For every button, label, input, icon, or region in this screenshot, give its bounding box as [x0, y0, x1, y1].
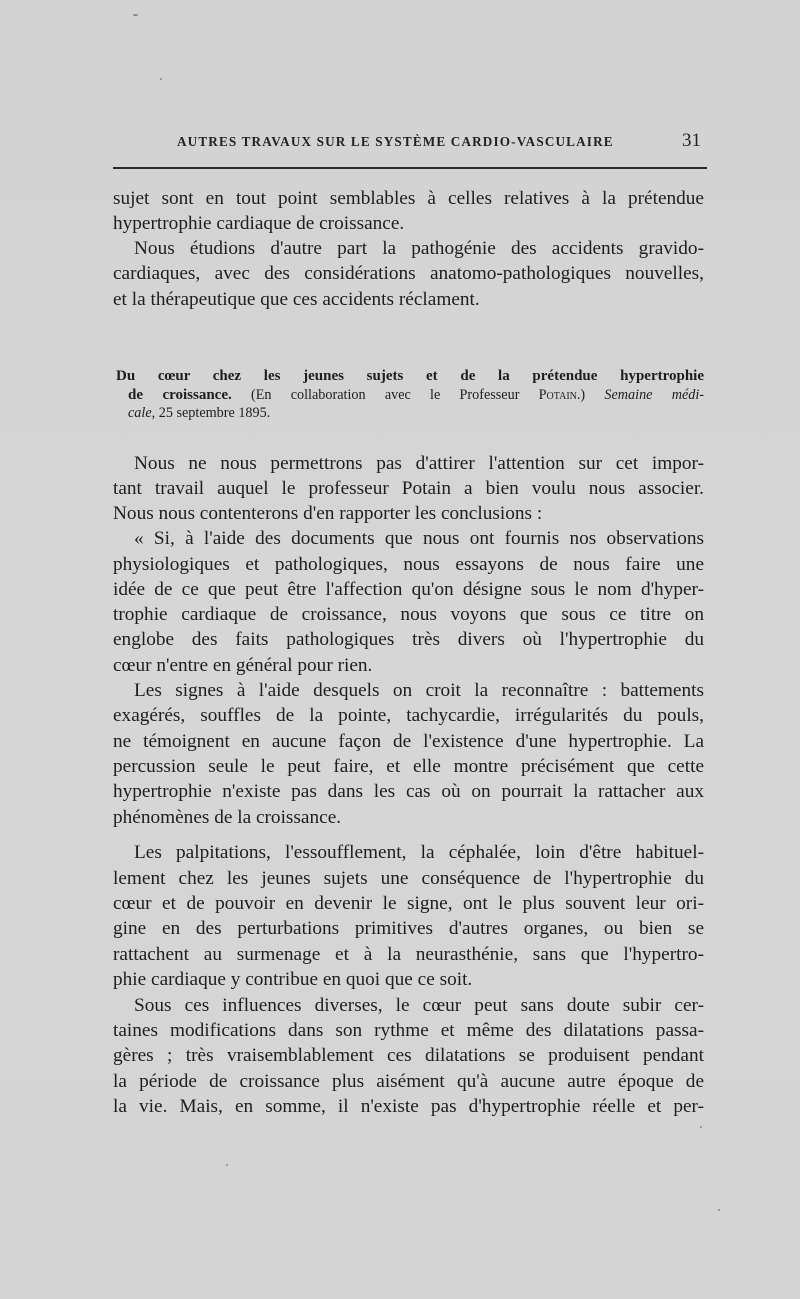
text-line: Sous ces influences diverses, le cœur peut sans doute subir cer- [134, 995, 704, 1016]
text-line: sujet sont en tout point semblables à celles relatives à la prétendue [113, 188, 704, 209]
paper-speck [133, 14, 138, 16]
text-line: exagérés, souffles de la pointe, tachycardie, irrégularités du pouls, [113, 705, 704, 726]
text-line: lement chez les jeunes sujets une conséquence de l'hypertrophie du [113, 868, 704, 889]
reference-title-line [116, 367, 704, 386]
text-line: gine en des perturbations primitives d'autres organes, ou bien se [113, 918, 704, 939]
text-line: taines modifications dans son rythme et même des dilatations passa- [113, 1020, 704, 1041]
reference-collab-suffix: .) [576, 387, 605, 403]
reference-collab-prefix: (En collaboration avec le Professeur [231, 387, 539, 403]
text-line: cœur n'entre en général pour rien. [113, 655, 373, 676]
text-line: physiologiques et pathologiques, nous essayons de nous faire une [113, 554, 704, 575]
text-line: idée de ce que peut être l'affection qu'on désigne sous le nom d'hyper- [113, 579, 704, 600]
paper-speck [226, 1164, 228, 1166]
running-title: AUTRES TRAVAUX SUR LE SYSTÈME CARDIO-VASCULAIRE [177, 134, 614, 149]
text-line: englobe des faits pathologiques très divers où l'hypertrophie du [113, 629, 704, 650]
reference-title: Du cœur chez les jeunes sujets et de la prétendue hypertrophie [116, 368, 704, 384]
text-line: Nous nous contenterons d'en rapporter les conclusions : [113, 503, 543, 524]
text-line: Nous ne nous permettrons pas d'attirer l'attention sur cet impor- [134, 453, 704, 474]
reference-collab-name: Potain [538, 387, 577, 403]
text-line: la période de croissance plus aisément qu'à aucune autre époque de [113, 1071, 704, 1092]
text-line: rattachent au surmenage et à la neurasthénie, sans que l'hypertro- [113, 944, 704, 965]
text-line: et la thérapeutique que ces accidents réclament. [113, 289, 480, 310]
text-line: phénomènes de la croissance. [113, 807, 342, 828]
text-line: cœur et de pouvoir en devenir le signe, ont le plus souvent leur ori- [113, 893, 704, 914]
header-rule [113, 167, 707, 169]
text-line: tant travail auquel le professeur Potain a bien voulu nous associer. [113, 478, 704, 499]
reference-journal-cont: cale [128, 405, 152, 421]
paper-speck [718, 1209, 720, 1211]
text-line: hypertrophie n'existe pas dans les cas où on pourrait la rattacher aux [113, 781, 704, 802]
text-line: hypertrophie cardiaque de croissance. [113, 213, 405, 234]
reference-title-cont: de croissance. [128, 387, 232, 403]
page-number: 31 [682, 130, 701, 151]
text-line: « Si, à l'aide des documents que nous ont fournis nos observations [134, 528, 704, 549]
reference-line [128, 386, 704, 405]
reference-journal: Semaine médi- [604, 387, 704, 403]
paper-speck [700, 1126, 702, 1128]
page-header [113, 130, 707, 156]
text-line: gères ; très vraisemblablement ces dilatations se produisent pendant [113, 1045, 704, 1066]
text-line: phie cardiaque y contribue en quoi que ce soit. [113, 969, 473, 990]
reference-line [128, 404, 704, 423]
text-line: trophie cardiaque de croissance, nous voyons que sous ce titre on [113, 604, 704, 625]
reference-date: , 25 septembre 1895. [151, 405, 271, 421]
text-line: Nous étudions d'autre part la pathogénie des accidents gravido- [134, 238, 704, 259]
paper-speck [160, 78, 162, 80]
text-line: ne témoignent en aucune façon de l'existence d'une hypertrophie. La [113, 731, 704, 752]
text-line: percussion seule le peut faire, et elle montre précisément que cette [113, 756, 704, 777]
text-line: la vie. Mais, en somme, il n'existe pas d'hypertrophie réelle et per- [113, 1096, 704, 1117]
text-line: cardiaques, avec des considérations anatomo-pathologiques nouvelles, [113, 263, 704, 284]
text-line: Les palpitations, l'essoufflement, la céphalée, loin d'être habituel- [134, 842, 704, 863]
text-line: Les signes à l'aide desquels on croit la reconnaître : battements [134, 680, 704, 701]
